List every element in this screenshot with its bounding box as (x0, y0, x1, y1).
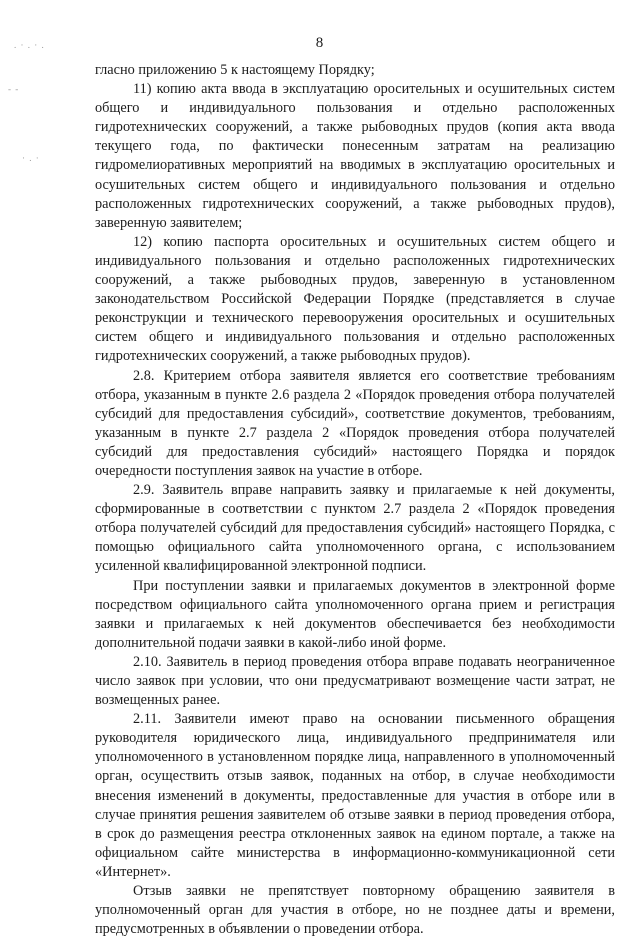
scan-mark-top: . · . · . (14, 40, 45, 50)
page-number: 8 (315, 35, 324, 51)
document-body (95, 61, 615, 939)
paragraph-item-11: 11) копию акта ввода в эксплуатацию оросительных и осушительных систем общего и индивидуального пользования и отдельно расположенных гидротехнических сооружений, а также рыбоводных прудов (копия акта ввода текущего года, по фактически понесенным затратам на реализацию гидромелиоративных мероприятий на вводимых в эксплуатацию оросительных и осушительных систем общего и индивидуального пользования и отдельно расположенных гидротехнических сооружений, а также рыбоводных прудов), заверенную заявителем; (95, 81, 615, 231)
scan-mark-middle: - - (8, 84, 20, 94)
paragraph-continuation: гласно приложению 5 к настоящему Порядку; (95, 62, 375, 78)
paragraph-electronic-submission: При поступлении заявки и прилагаемых документов в электронной форме посредством официального сайта уполномоченного органа прием и регистрация заявки и прилагаемых к ней документов обеспечивается без необходимости дополнительной подачи заявки в какой-либо иной форме. (95, 577, 615, 651)
paragraph-withdrawal: Отзыв заявки не препятствует повторному обращению заявителя в уполномоченный орган для участия в отборе, но не позднее даты и времени, предусмотренных в объявлении о проведении отбора. (95, 883, 615, 938)
scan-mark-lower: · . · (22, 153, 40, 163)
paragraph-2-9: 2.9. Заявитель вправе направить заявку и прилагаемые к ней документы, сформированные в соответствии с пунктом 2.7 раздела 2 «Порядок проведения отбора получателей субсидий для предоставления субсидий» настоящего Порядка, с помощью официального сайта уполномоченного органа, с использованием усиленной квалифицированной электронной подписи. (95, 482, 615, 575)
paragraph-2-10: 2.10. Заявитель в период проведения отбора вправе подавать неограниченное число заявок при условии, что они предусматривают возмещение части затрат, не возмещенных ранее. (95, 653, 615, 709)
paragraph-2-8: 2.8. Критерием отбора заявителя является его соответствие требованиям отбора, указанным в пункте 2.6 раздела 2 «Порядок проведения отбора получателей субсидий для предоставления субсидий», соответствие документов, требованиям, указанным в пункте 2.7 раздела 2 «Порядок проведения отбора получателей субсидий для предоставления субсидий» настоящего Порядка и порядок очередности поступления заявок на участие в отборе. (95, 367, 615, 479)
paragraph-2-11: 2.11. Заявители имеют право на основании письменного обращения руководителя юридического лица, индивидуального предпринимателя или уполномоченного в установленном порядке лица, направленного в уполномоченный орган, осуществить отзыв заявок, поданных на отбор, в случае необходимости внесения изменений в документы, предоставленные для участия в отборе или в случае принятия решения заявителем об отзыве заявки в период проведения отбора, в срок до размещения реестра отклоненных заявок на едином портале, а также на официальном сайте министерства в информационно-коммуникационной сети «Интернет». (95, 711, 615, 880)
paragraph-item-12: 12) копию паспорта оросительных и осушительных систем общего и индивидуального пользования и отдельно расположенных гидротехнических сооружений, а также рыбоводных прудов, заверенную в установленном законодательством Российской Федерации Порядке (представляется в случае реконструкции и технического перевооружения оросительных и осушительных систем общего и индивидуального пользования и отдельно расположенных гидротехнических сооружений, а также рыбоводных прудов). (95, 233, 615, 365)
